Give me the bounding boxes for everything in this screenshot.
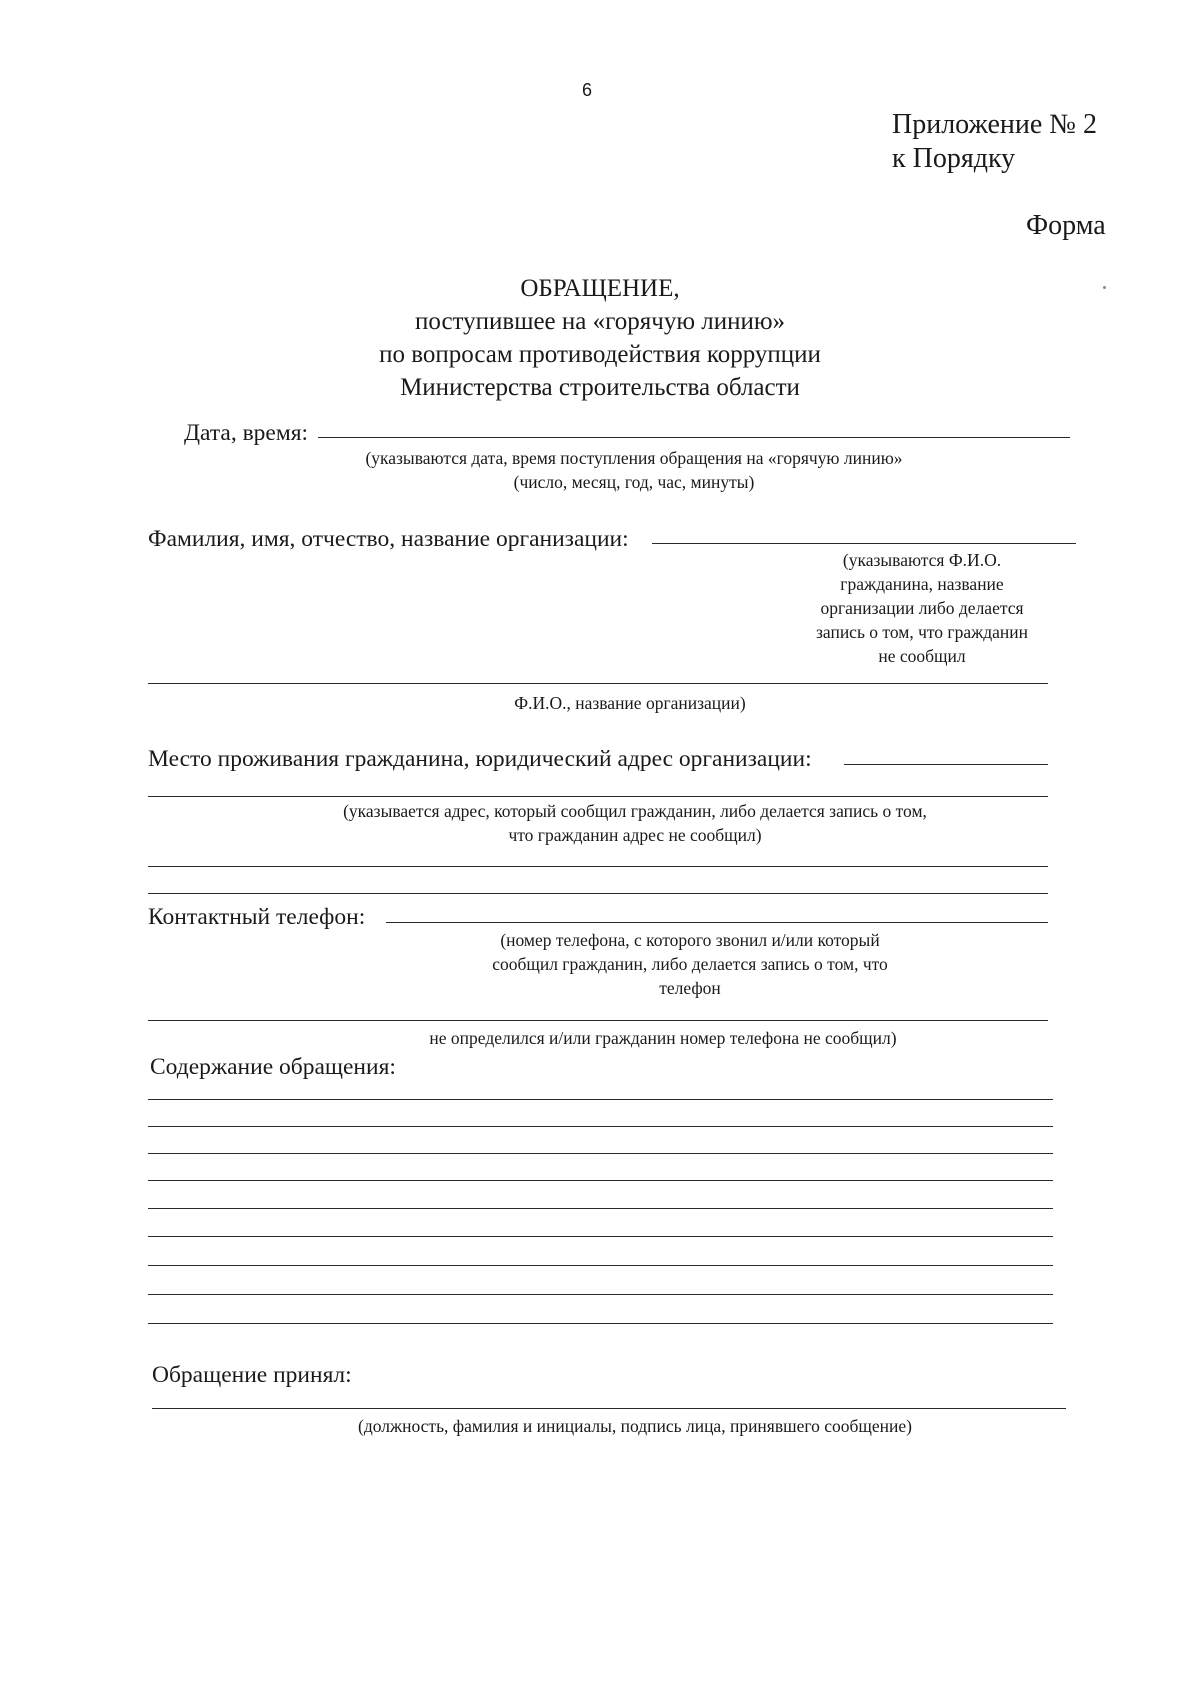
- name-hint-line-2: гражданина, название: [840, 574, 1004, 594]
- phone-hint-bottom: не определился и/или гражданин номер телефона не сообщил): [429, 1028, 897, 1048]
- phone-label: Контактный телефон:: [148, 904, 366, 930]
- name-field-continued[interactable]: [148, 683, 1048, 684]
- name-hint-line-5: не сообщил: [878, 646, 966, 666]
- content-line-7[interactable]: [148, 1265, 1053, 1266]
- page-number: 6: [582, 80, 593, 100]
- received-by-label: Обращение принял:: [152, 1362, 352, 1388]
- date-time-field[interactable]: [318, 437, 1070, 438]
- phone-field-continued[interactable]: [148, 1020, 1048, 1021]
- content-line-1[interactable]: [148, 1099, 1053, 1100]
- date-time-label: Дата, время:: [184, 420, 309, 446]
- date-time-hint-format: (число, месяц, год, час, минуты): [513, 472, 755, 492]
- address-label: Место проживания гражданина, юридический адрес организации:: [148, 746, 812, 772]
- phone-hint-line-1: (номер телефона, с которого звонил и/или который: [500, 930, 880, 950]
- phone-hint-line-2: сообщил гражданин, либо делается запись о том, что: [492, 954, 888, 974]
- content-line-3[interactable]: [148, 1153, 1053, 1154]
- content-line-4[interactable]: [148, 1180, 1053, 1181]
- address-field-line-4[interactable]: [148, 893, 1048, 894]
- title-line-2: поступившее на «горячую линию»: [414, 308, 786, 335]
- name-hint-line-3: организации либо делается: [820, 598, 1024, 618]
- title-line-4: Министерства строительства области: [400, 374, 800, 401]
- content-label: Содержание обращения:: [150, 1054, 396, 1080]
- address-hint: (указывается адрес, который сообщил гражданин, либо делается запись о том,: [343, 801, 927, 821]
- address-field-line-3[interactable]: [148, 866, 1048, 867]
- content-line-2[interactable]: [148, 1126, 1053, 1127]
- received-by-hint: (должность, фамилия и инициалы, подпись лица, принявшего сообщение): [358, 1416, 912, 1436]
- received-by-field[interactable]: [152, 1408, 1066, 1409]
- name-hint-bottom: Ф.И.О., название организации): [514, 693, 746, 713]
- name-label: Фамилия, имя, отчество, название организации:: [148, 526, 629, 552]
- annex-title: Приложение № 2: [892, 109, 1097, 140]
- content-line-9[interactable]: [148, 1323, 1053, 1324]
- name-hint-line-4: запись о том, что гражданин: [816, 622, 1028, 642]
- date-time-hint: (указываются дата, время поступления обращения на «горячую линию»: [365, 448, 903, 468]
- content-line-5[interactable]: [148, 1208, 1053, 1209]
- content-line-6[interactable]: [148, 1236, 1053, 1237]
- name-hint: [792, 548, 1052, 668]
- phone-field[interactable]: [386, 922, 1048, 923]
- title-line-1: ОБРАЩЕНИЕ,: [520, 275, 680, 302]
- form-label: Форма: [1026, 210, 1106, 241]
- name-hint-line-1: (указываются Ф.И.О.: [842, 550, 1002, 570]
- phone-hint-line-3: телефон: [659, 978, 721, 998]
- content-line-8[interactable]: [148, 1294, 1053, 1295]
- name-field[interactable]: [652, 543, 1076, 544]
- document-title: [280, 272, 920, 404]
- address-hint-line-2: что гражданин адрес не сообщил): [508, 825, 762, 845]
- title-line-3: по вопросам противодействия коррупции: [379, 341, 821, 368]
- address-field-line-2[interactable]: [148, 796, 1048, 797]
- annex-subtitle: к Порядку: [892, 143, 1016, 174]
- address-field[interactable]: [844, 764, 1048, 765]
- scan-speck: [1103, 286, 1106, 289]
